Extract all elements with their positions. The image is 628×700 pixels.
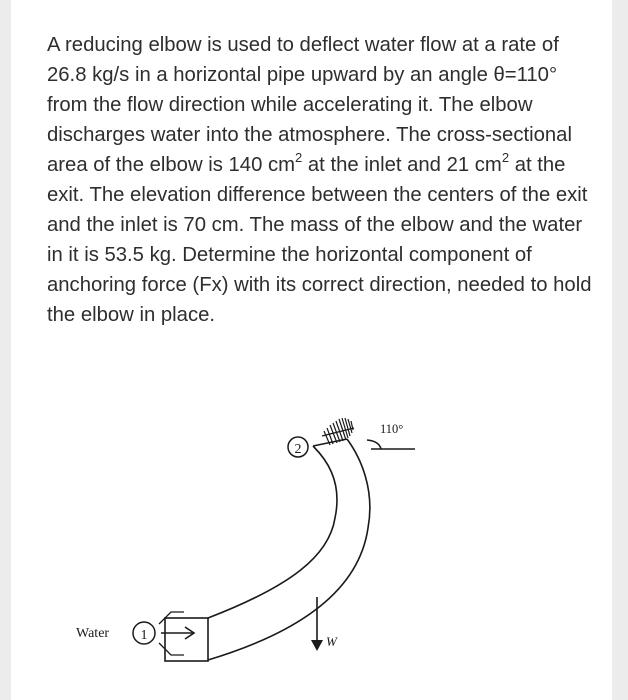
- elbow-upper-wall: [208, 446, 337, 618]
- angle-label: 110°: [380, 422, 404, 436]
- problem-text-part-1: A reducing elbow is used to deflect water flow at a rate of 26.8 kg/s in a horizontal pipe upward by an angle θ=110° from the flow direction while accelerating it. The elbow discharges water into the atmosphere. The cross-sectional area of the elbow is 140 cm: [47, 34, 572, 176]
- weight-label: W: [326, 634, 337, 649]
- angle-arc: [367, 440, 381, 449]
- elbow-lower-wall: [208, 439, 370, 660]
- problem-text-part-3: at the exit. The elevation difference between the centers of the exit and the inlet is 70 cm. The mass of the elbow and the water in it is 53.5 kg. Determine the horizontal component of anchoring force (Fx) with its correct direction, needed to hold the elbow in place.: [47, 154, 592, 326]
- inlet-station-label: 1: [140, 628, 148, 643]
- elbow-diagram: [11, 0, 612, 700]
- problem-text-part-2: at the inlet and 21 cm: [302, 154, 502, 176]
- superscript-2: 2: [295, 150, 303, 166]
- water-label: Water: [76, 626, 110, 641]
- exit-station-label: 2: [294, 442, 302, 457]
- weight-arrowhead: [311, 640, 323, 651]
- superscript-2b: 2: [501, 150, 510, 166]
- question-card: [11, 0, 612, 700]
